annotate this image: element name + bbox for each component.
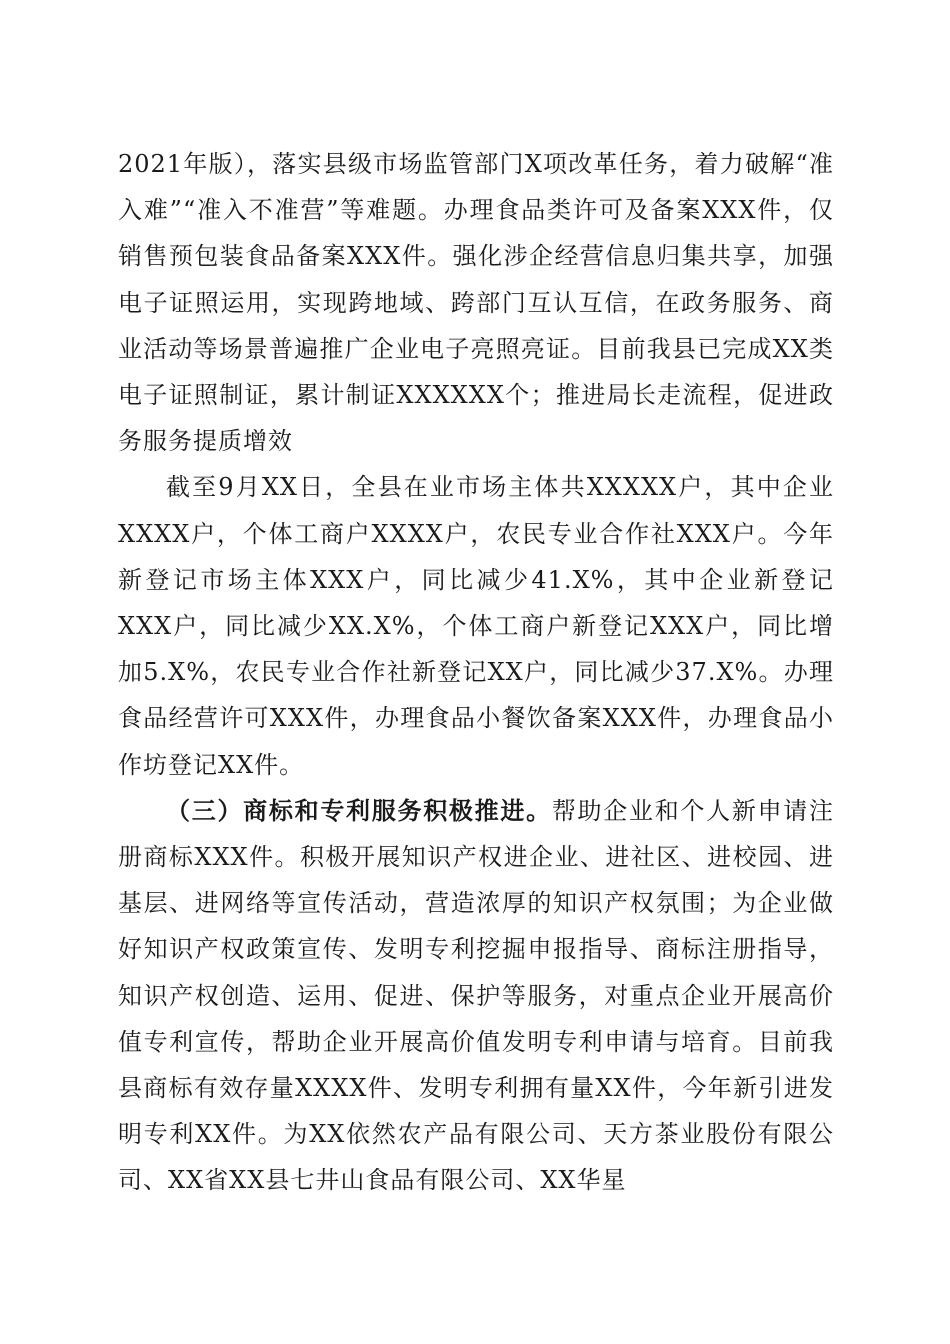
section-heading: （三）商标和专利服务积极推进。: [166, 795, 552, 825]
paragraph-continued: 2021年版），落实县级市场监管部门X项改革任务，着力破解“准入难”“准入不准营”等难题。办理食品类许可及备案XXX件，仅销售预包装食品备案XXX件。强化涉企经营信息归集共享，加强电子证照运用，实现跨地域、跨部门互认互信，在政务服务、商业活动等场景普遍推广企业电子亮照亮证。目前我县已完成XX类电子证照制证，累计制证XXXXXX个；推进局长走流程，促进政务服务提质增效: [118, 150, 834, 456]
document-body: [118, 141, 834, 1204]
paragraph-trademark-body: 帮助企业和个人新申请注册商标XXX件。积极开展知识产权进企业、进社区、进校园、进基层、进网络等宣传活动，营造浓厚的知识产权氛围；为企业做好知识产权政策宣传、发明专利挖掘申报指导、商标注册指导，知识产权创造、运用、促进、保护等服务，对重点企业开展高价值专利宣传，帮助企业开展高价值发明专利申请与培育。目前我县商标有效存量XXXX件、发明专利拥有量XX件，今年新引进发明专利XX件。为XX依然农产品有限公司、天方茶业股份有限公司、XX省XX县七井山食品有限公司、XX华星: [118, 796, 835, 1195]
paragraph-market-entities: 截至9月XX日，全县在业市场主体共XXXXX户，其中企业XXXX户，个体工商户XXXX户，农民专业合作社XXX户。今年新登记市场主体XXX户，同比减少41.X%，其中企业新登记XXX户，同比减少XX.X%，个体工商户新登记XXX户，同比增加5.X%，农民专业合作社新登记XX户，同比减少37.X%。办理食品经营许可XXX件，办理食品小餐饮备案XXX件，办理食品小作坊登记XX件。: [118, 473, 834, 779]
paragraph-trademark-patent: [118, 788, 834, 1204]
